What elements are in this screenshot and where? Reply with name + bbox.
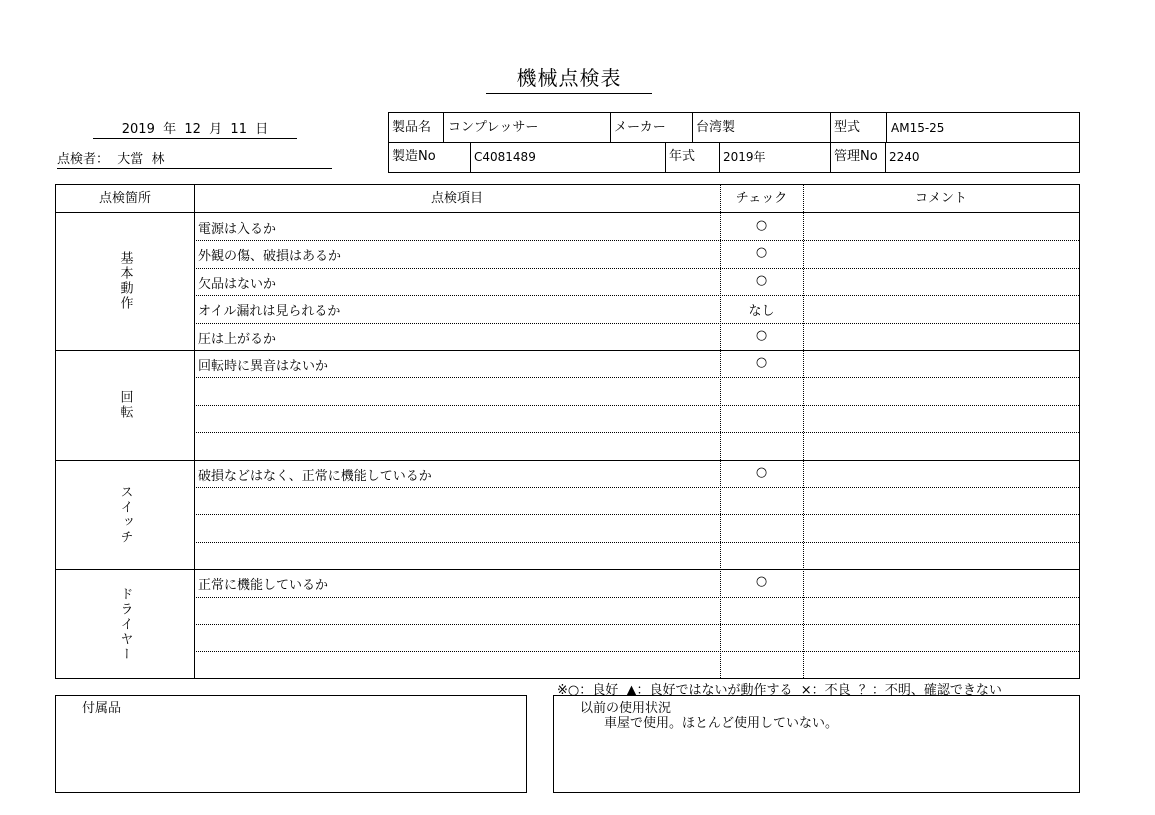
header-location: 点検箇所	[98, 191, 151, 206]
header-check: チェック	[735, 191, 788, 206]
category-rotation: 回転	[117, 389, 133, 420]
check-cell: なし	[748, 304, 775, 320]
maker-value: 台湾製	[696, 120, 736, 135]
inspection-table	[55, 184, 1080, 679]
item-cell: 欠品はないか	[198, 276, 277, 292]
inspection-date: 2019 年 12 月 11 日	[93, 118, 297, 139]
usage-text: 車屋で使用。ほとんど使用していない。	[604, 716, 839, 731]
check-cell: ○	[755, 245, 768, 261]
item-cell: 電源は入るか	[198, 222, 277, 237]
check-cell: ○	[755, 272, 768, 288]
year-value: 2019年	[723, 150, 766, 164]
category-switch: スイッチ	[117, 484, 133, 545]
check-cell: ○	[755, 574, 768, 590]
check-cell: ○	[755, 355, 768, 370]
year-label: 年式	[669, 149, 696, 164]
page-title: 機械点検表	[486, 62, 652, 94]
product-name-value: コンプレッサー	[448, 120, 539, 135]
item-cell: 回転時に異音はないか	[198, 359, 329, 374]
inspector-name: 点検者： 大當 林	[57, 148, 332, 169]
model-label: 型式	[834, 120, 861, 135]
accessories-box	[55, 695, 527, 793]
header-comment: コメント	[914, 191, 967, 206]
model-value: AM15-25	[891, 121, 945, 135]
mgmt-label: 管理No	[834, 149, 878, 164]
maker-label: メーカー	[614, 120, 666, 135]
item-cell: 破損などはなく、正常に機能しているか	[198, 468, 432, 484]
item-cell: オイル漏れは見られるか	[198, 304, 341, 320]
check-cell: ○	[755, 218, 768, 233]
check-cell: ○	[755, 327, 768, 343]
usage-box	[553, 695, 1080, 793]
accessories-label: 付属品	[82, 701, 122, 716]
product-info-table	[388, 112, 1080, 173]
product-name-label: 製品名	[392, 120, 432, 135]
check-cell: ○	[755, 464, 768, 480]
category-dryer: ドライヤー	[117, 586, 133, 662]
item-cell: 正常に機能しているか	[198, 578, 329, 594]
item-cell: 外観の傷、破損はあるか	[198, 249, 342, 265]
category-basic-operation: 基本動作	[117, 251, 133, 311]
item-cell: 圧は上がるか	[198, 331, 277, 347]
header-item: 点検項目	[430, 191, 483, 206]
legend-note: ※○：良好 ▲：良好ではないが動作する ×：不良 ？：不明、確認できない	[557, 683, 1002, 698]
mgmt-value: 2240	[889, 150, 920, 164]
serial-label: 製造No	[392, 149, 436, 164]
serial-value: C4081489	[474, 150, 536, 164]
usage-label: 以前の使用状況	[580, 701, 672, 716]
